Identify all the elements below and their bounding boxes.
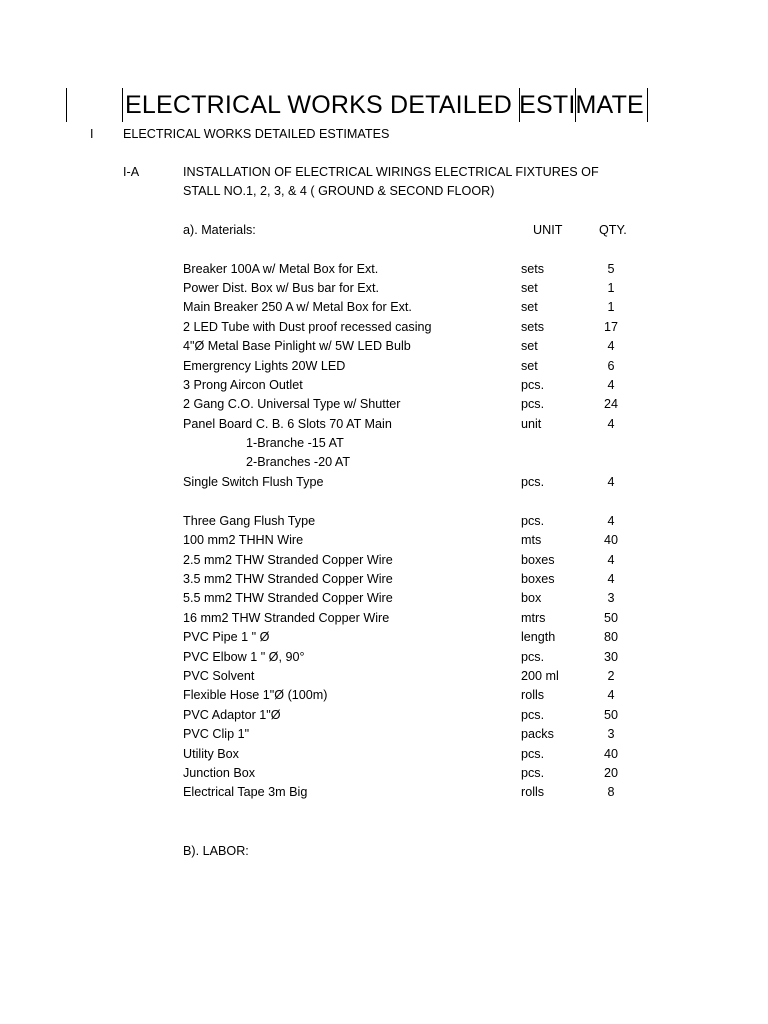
material-item: Breaker 100A w/ Metal Box for Ext. <box>183 262 379 276</box>
material-unit: set <box>521 281 538 295</box>
material-unit: set <box>521 339 538 353</box>
qty-column-header: QTY. <box>599 223 627 237</box>
material-item: Junction Box <box>183 766 256 780</box>
material-item: Main Breaker 250 A w/ Metal Box for Ext. <box>183 300 412 314</box>
material-qty: 1 <box>607 300 615 314</box>
material-unit: boxes <box>521 572 555 586</box>
text-cursor-marker <box>122 88 123 122</box>
material-unit: box <box>521 591 542 605</box>
material-item: 4"Ø Metal Base Pinlight w/ 5W LED Bulb <box>183 339 411 353</box>
material-unit: set <box>521 359 538 373</box>
material-qty: 3 <box>607 727 615 741</box>
material-item: Single Switch Flush Type <box>183 475 324 489</box>
material-item: 3.5 mm2 THW Stranded Copper Wire <box>183 572 393 586</box>
material-qty: 8 <box>607 785 615 799</box>
material-unit: sets <box>521 262 545 276</box>
material-unit: boxes <box>521 553 555 567</box>
material-item: 2-Branches -20 AT <box>246 455 351 469</box>
material-item: Power Dist. Box w/ Bus bar for Ext. <box>183 281 379 295</box>
material-item: 1-Branche -15 AT <box>246 436 344 450</box>
material-qty: 30 <box>603 650 618 664</box>
material-unit: mts <box>521 533 542 547</box>
material-qty: 17 <box>603 320 618 334</box>
material-item: PVC Solvent <box>183 669 255 683</box>
material-unit: mtrs <box>521 611 546 625</box>
material-qty: 24 <box>603 397 618 411</box>
material-qty: 4 <box>607 475 615 489</box>
labor-heading: B). LABOR: <box>183 844 249 858</box>
material-qty: 4 <box>607 417 615 431</box>
material-qty: 4 <box>607 572 615 586</box>
material-qty: 40 <box>603 747 618 761</box>
subsection-number: I-A <box>123 165 140 179</box>
material-item: Utility Box <box>183 747 239 761</box>
section-number: I <box>90 127 94 141</box>
materials-heading: a). Materials: <box>183 223 256 237</box>
text-cursor-marker <box>647 88 648 122</box>
material-qty: 4 <box>607 688 615 702</box>
material-unit: pcs. <box>521 475 545 489</box>
material-qty: 4 <box>607 514 615 528</box>
document-title: ELECTRICAL WORKS DETAILED ESTIMATE <box>125 91 644 119</box>
material-item: Flexible Hose 1"Ø (100m) <box>183 688 328 702</box>
material-item: Electrical Tape 3m Big <box>183 785 308 799</box>
material-qty: 80 <box>603 630 618 644</box>
material-qty: 4 <box>607 378 615 392</box>
material-item: PVC Adaptor 1"Ø <box>183 708 281 722</box>
material-unit: pcs. <box>521 766 545 780</box>
material-qty: 50 <box>603 611 618 625</box>
material-unit: unit <box>521 417 542 431</box>
material-item: 2 LED Tube with Dust proof recessed casing <box>183 320 432 334</box>
material-item: PVC Pipe 1 " Ø <box>183 630 270 644</box>
material-qty: 5 <box>607 262 615 276</box>
text-cursor-marker <box>66 88 67 122</box>
material-item: 3 Prong Aircon Outlet <box>183 378 303 392</box>
material-unit: pcs. <box>521 514 545 528</box>
material-item: 2 Gang C.O. Universal Type w/ Shutter <box>183 397 401 411</box>
material-item: Three Gang Flush Type <box>183 514 316 528</box>
material-qty: 20 <box>603 766 618 780</box>
material-item: 100 mm2 THHN Wire <box>183 533 304 547</box>
material-unit: pcs. <box>521 378 545 392</box>
material-item: PVC Clip 1" <box>183 727 250 741</box>
material-qty: 1 <box>607 281 615 295</box>
material-unit: pcs. <box>521 650 545 664</box>
material-unit: pcs. <box>521 397 545 411</box>
subsection-title-line1: INSTALLATION OF ELECTRICAL WIRINGS ELECTRICAL FIXTURES OF <box>183 165 599 179</box>
material-qty: 3 <box>607 591 615 605</box>
material-qty: 40 <box>603 533 618 547</box>
material-qty: 50 <box>603 708 618 722</box>
material-item: PVC Elbow 1 " Ø, 90° <box>183 650 305 664</box>
material-unit: rolls <box>521 688 545 702</box>
material-unit: set <box>521 300 538 314</box>
material-item: Emergrency Lights 20W LED <box>183 359 346 373</box>
material-unit: pcs. <box>521 708 545 722</box>
material-unit: pcs. <box>521 747 545 761</box>
material-unit: packs <box>521 727 554 741</box>
material-item: Panel Board C. B. 6 Slots 70 AT Main <box>183 417 392 431</box>
material-item: 16 mm2 THW Stranded Copper Wire <box>183 611 390 625</box>
subsection-title-line2: STALL NO.1, 2, 3, & 4 ( GROUND & SECOND FLOOR) <box>183 184 495 198</box>
material-item: 2.5 mm2 THW Stranded Copper Wire <box>183 553 393 567</box>
material-qty: 6 <box>607 359 615 373</box>
material-item: 5.5 mm2 THW Stranded Copper Wire <box>183 591 393 605</box>
material-qty: 4 <box>607 339 615 353</box>
unit-column-header: UNIT <box>533 223 563 237</box>
material-unit: length <box>521 630 556 644</box>
material-qty: 2 <box>607 669 615 683</box>
section-title: ELECTRICAL WORKS DETAILED ESTIMATES <box>123 127 390 141</box>
material-qty: 4 <box>607 553 615 567</box>
material-unit: 200 ml <box>521 669 559 683</box>
material-unit: rolls <box>521 785 545 799</box>
material-unit: sets <box>521 320 545 334</box>
